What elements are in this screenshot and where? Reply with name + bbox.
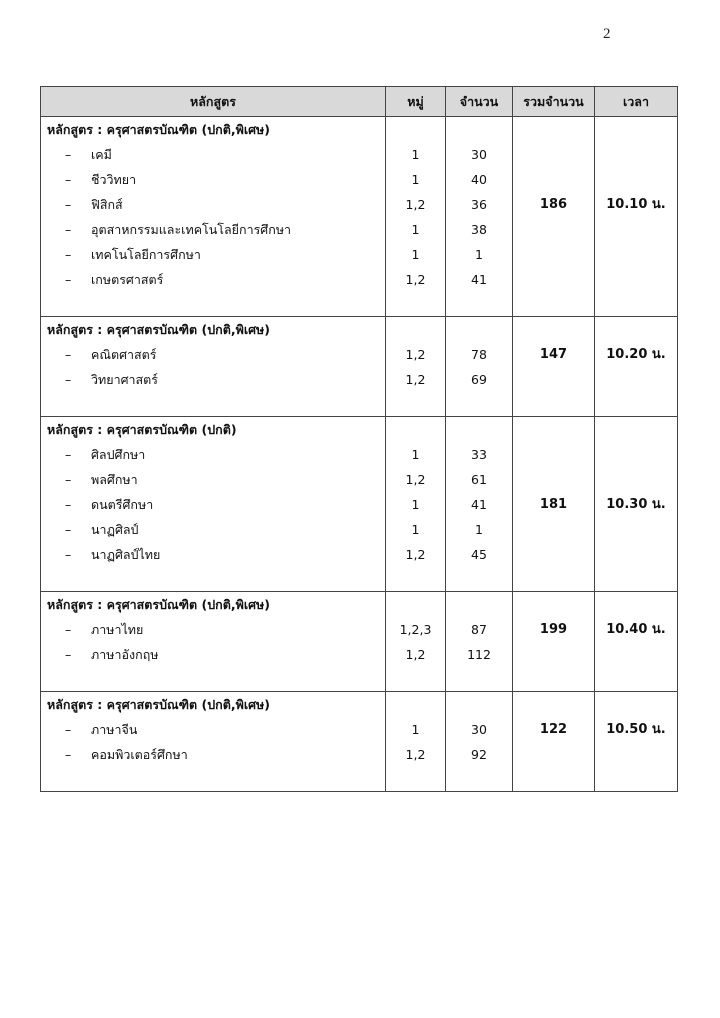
course-item <box>41 242 385 267</box>
bullet-dash: – <box>65 147 72 162</box>
bullet-dash: – <box>65 747 72 762</box>
bullet-dash: – <box>65 247 72 262</box>
bullet-dash: – <box>65 197 72 212</box>
count-value: 78 <box>471 347 487 362</box>
course-item-name: ภาษาอังกฤษ <box>91 647 159 662</box>
time-cell <box>595 592 678 692</box>
count-value: 40 <box>471 172 487 187</box>
total-value: 122 <box>539 722 568 737</box>
group-value: 1,2 <box>405 372 426 387</box>
bullet-dash: – <box>65 647 72 662</box>
table-row <box>41 317 678 417</box>
course-item <box>41 342 385 367</box>
bullet-dash: – <box>65 622 72 637</box>
count-value: 41 <box>471 497 487 512</box>
spacer <box>446 592 512 617</box>
course-item-name: นาฏศิลป์ไทย <box>91 547 161 562</box>
total-cell <box>513 692 595 792</box>
count-cell <box>446 117 513 317</box>
total-cell <box>513 317 595 417</box>
course-title: หลักสูตร : ครุศาสตรบัณฑิต (ปกติ) <box>47 422 237 437</box>
spacer <box>446 317 512 342</box>
course-item <box>41 142 385 167</box>
count-value: 87 <box>471 622 487 637</box>
bullet-dash: – <box>65 347 72 362</box>
group-value: 1 <box>411 722 420 737</box>
bullet-dash: – <box>65 497 72 512</box>
table-row <box>41 592 678 692</box>
count-value: 30 <box>471 147 487 162</box>
bullet-dash: – <box>65 547 72 562</box>
course-item <box>41 467 385 492</box>
course-cell <box>41 417 386 592</box>
course-item <box>41 542 385 567</box>
total-value: 199 <box>539 622 568 637</box>
group-value: 1 <box>411 172 420 187</box>
course-item-name: ฟิสิกส์ <box>91 197 123 212</box>
group-value: 1 <box>411 522 420 537</box>
header-course: หลักสูตร <box>41 87 386 117</box>
spacer <box>386 117 445 142</box>
bullet-dash: – <box>65 447 72 462</box>
course-item-name: ภาษาจีน <box>91 722 138 737</box>
course-cell <box>41 317 386 417</box>
time-value: 10.20 น. <box>606 347 666 362</box>
count-value: 61 <box>471 472 487 487</box>
total-cell <box>513 117 595 317</box>
time-cell <box>595 317 678 417</box>
count-value: 1 <box>475 247 483 262</box>
course-item-name: ศิลปศึกษา <box>91 447 146 462</box>
group-value: 1,2 <box>405 547 426 562</box>
count-value: 1 <box>475 522 483 537</box>
spacer <box>386 317 445 342</box>
count-value: 45 <box>471 547 487 562</box>
table-row <box>41 417 678 592</box>
bullet-dash: – <box>65 272 72 287</box>
time-value: 10.30 น. <box>606 497 666 512</box>
course-item-name: ชีววิทยา <box>91 172 137 187</box>
group-value: 1 <box>411 222 420 237</box>
bullet-dash: – <box>65 372 72 387</box>
course-cell <box>41 117 386 317</box>
course-item-name: ภาษาไทย <box>91 622 144 637</box>
count-cell <box>446 592 513 692</box>
count-value: 41 <box>471 272 487 287</box>
course-cell <box>41 592 386 692</box>
course-item-name: เคมี <box>91 147 112 162</box>
bullet-dash: – <box>65 472 72 487</box>
course-title: หลักสูตร : ครุศาสตรบัณฑิต (ปกติ,พิเศษ) <box>47 597 270 612</box>
course-item-name: คณิตศาสตร์ <box>91 347 157 362</box>
count-value: 36 <box>471 197 487 212</box>
spacer <box>41 292 385 316</box>
group-value: 1 <box>411 497 420 512</box>
header-total: รวมจำนวน <box>513 87 595 117</box>
time-value: 10.40 น. <box>606 622 666 637</box>
group-value: 1,2 <box>405 347 426 362</box>
group-value: 1,2,3 <box>399 622 432 637</box>
spacer <box>41 392 385 416</box>
total-value: 147 <box>539 347 568 362</box>
total-cell <box>513 592 595 692</box>
schedule-table <box>40 86 678 792</box>
course-cell <box>41 692 386 792</box>
count-value: 92 <box>471 747 487 762</box>
count-value: 112 <box>467 647 491 662</box>
group-value: 1 <box>411 447 420 462</box>
bullet-dash: – <box>65 222 72 237</box>
course-item <box>41 167 385 192</box>
table-row <box>41 692 678 792</box>
group-value: 1 <box>411 247 420 262</box>
course-item <box>41 742 385 767</box>
course-title: หลักสูตร : ครุศาสตรบัณฑิต (ปกติ,พิเศษ) <box>47 697 270 712</box>
group-cell <box>386 317 446 417</box>
course-item <box>41 442 385 467</box>
time-cell <box>595 117 678 317</box>
course-title: หลักสูตร : ครุศาสตรบัณฑิต (ปกติ,พิเศษ) <box>47 322 270 337</box>
course-title: หลักสูตร : ครุศาสตรบัณฑิต (ปกติ,พิเศษ) <box>47 122 270 137</box>
count-value: 69 <box>471 372 487 387</box>
count-value: 30 <box>471 722 487 737</box>
spacer <box>446 417 512 442</box>
table-header-row <box>41 87 678 117</box>
count-cell <box>446 417 513 592</box>
time-value: 10.10 น. <box>606 197 666 212</box>
count-value: 33 <box>471 447 487 462</box>
time-value: 10.50 น. <box>606 722 666 737</box>
time-cell <box>595 692 678 792</box>
course-item <box>41 492 385 517</box>
bullet-dash: – <box>65 172 72 187</box>
group-value: 1,2 <box>405 197 426 212</box>
group-value: 1,2 <box>405 472 426 487</box>
course-item <box>41 517 385 542</box>
group-value: 1 <box>411 147 420 162</box>
spacer <box>446 117 512 142</box>
course-item <box>41 642 385 667</box>
spacer <box>41 667 385 691</box>
bullet-dash: – <box>65 722 72 737</box>
spacer <box>446 692 512 717</box>
spacer <box>386 592 445 617</box>
time-cell <box>595 417 678 592</box>
total-cell <box>513 417 595 592</box>
total-value: 186 <box>539 197 568 212</box>
header-time: เวลา <box>595 87 678 117</box>
group-cell <box>386 692 446 792</box>
course-item <box>41 267 385 292</box>
group-value: 1,2 <box>405 747 426 762</box>
spacer <box>41 567 385 591</box>
count-cell <box>446 317 513 417</box>
total-value: 181 <box>539 497 568 512</box>
header-group: หมู่ <box>386 87 446 117</box>
spacer <box>386 417 445 442</box>
count-cell <box>446 692 513 792</box>
course-item-name: พลศึกษา <box>91 472 138 487</box>
course-item <box>41 717 385 742</box>
course-item-name: คอมพิวเตอร์ศึกษา <box>91 747 188 762</box>
course-item <box>41 192 385 217</box>
course-item-name: อุตสาหกรรมและเทคโนโลยีการศึกษา <box>91 222 292 237</box>
count-value: 38 <box>471 222 487 237</box>
course-item-name: วิทยาศาสตร์ <box>91 372 159 387</box>
spacer <box>386 692 445 717</box>
table-row <box>41 117 678 317</box>
course-item-name: นาฏศิลป์ <box>91 522 139 537</box>
group-value: 1,2 <box>405 272 426 287</box>
course-item-name: ดนตรีศึกษา <box>91 497 154 512</box>
group-cell <box>386 117 446 317</box>
course-item <box>41 217 385 242</box>
header-count: จำนวน <box>446 87 513 117</box>
group-cell <box>386 417 446 592</box>
group-value: 1,2 <box>405 647 426 662</box>
course-item-name: เกษตรศาสตร์ <box>91 272 164 287</box>
page-number: 2 <box>603 26 611 42</box>
group-cell <box>386 592 446 692</box>
spacer <box>41 767 385 791</box>
course-item <box>41 617 385 642</box>
course-item <box>41 367 385 392</box>
bullet-dash: – <box>65 522 72 537</box>
course-item-name: เทคโนโลยีการศึกษา <box>91 247 201 262</box>
